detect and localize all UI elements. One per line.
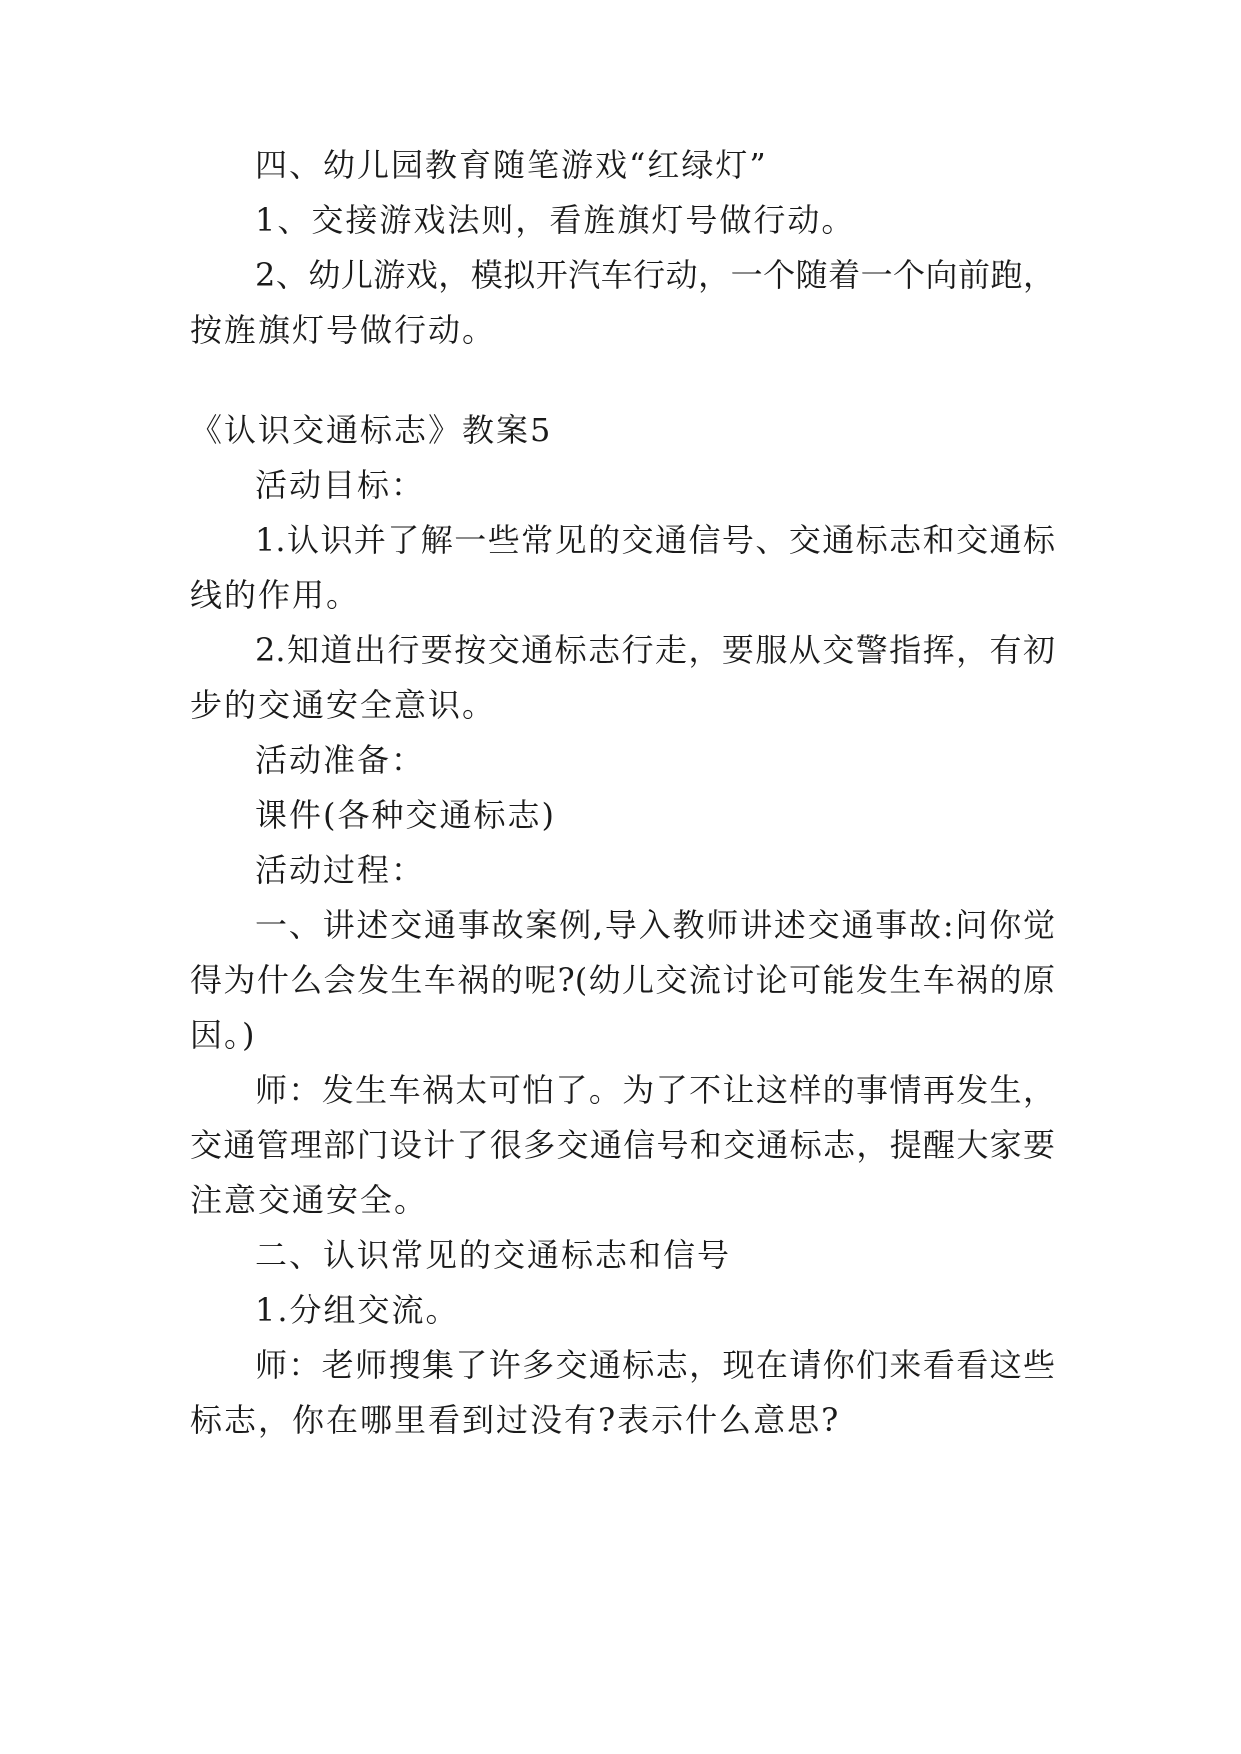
paragraph-line: 得为什么会发生车祸的呢?(幼儿交流讨论可能发生车祸的原 [190, 961, 1055, 999]
paragraph-line: 步的交通安全意识。 [190, 686, 497, 724]
paragraph-line: 2、幼儿游戏，模拟开汽车行动，一个随着一个向前跑， [255, 256, 1055, 294]
section-heading: 活动过程： [255, 851, 426, 889]
section-heading: 二、认识常见的交通标志和信号 [255, 1236, 732, 1274]
paragraph-line: 因。) [190, 1016, 257, 1054]
paragraph-line: 交通管理部门设计了很多交通信号和交通标志，提醒大家要 [190, 1126, 1055, 1164]
paragraph-line: 2.知道出行要按交通标志行走，要服从交警指挥，有初 [255, 631, 1055, 669]
paragraph-line: 标志，你在哪里看到过没有?表示什么意思? [190, 1401, 841, 1439]
paragraph-line: 师：发生车祸太可怕了。为了不让这样的事情再发生， [255, 1071, 1055, 1109]
paragraph-line: 一、讲述交通事故案例,导入教师讲述交通事故:问你觉 [255, 906, 1055, 944]
paragraph-line: 1、交接游戏法则，看旌旗灯号做行动。 [255, 201, 856, 239]
paragraph-line: 课件(各种交通标志) [255, 796, 556, 834]
paragraph-line: 按旌旗灯号做行动。 [190, 311, 497, 349]
section-heading: 活动准备： [255, 741, 426, 779]
paragraph-line: 师：老师搜集了许多交通标志，现在请你们来看看这些 [255, 1346, 1055, 1384]
lesson-title: 《认识交通标志》教案5 [190, 411, 553, 449]
paragraph-line: 1.分组交流。 [255, 1291, 460, 1329]
section-heading: 活动目标： [255, 466, 426, 504]
paragraph-line: 1.认识并了解一些常见的交通信号、交通标志和交通标 [255, 521, 1055, 559]
section-heading: 四、幼儿园教育随笔游戏“红绿灯” [255, 146, 768, 184]
paragraph-line: 线的作用。 [190, 576, 361, 614]
paragraph-line: 注意交通安全。 [190, 1181, 429, 1219]
